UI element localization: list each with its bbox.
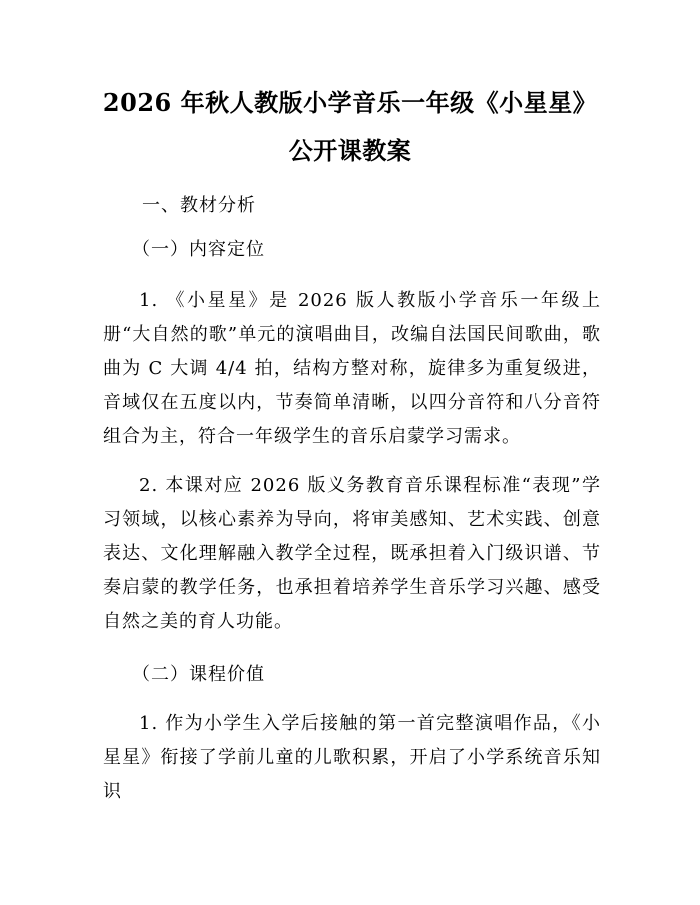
subsection-heading-content-positioning: （一）内容定位 xyxy=(132,239,265,260)
document-title-line-1: 2026 年秋人教版小学音乐一年级《小星星》 xyxy=(102,88,598,117)
paragraph-content-positioning-2: 2. 本课对应 2026 版义务教育音乐课程标准“表现”学习领域，以核心素养为导向，将审美感知、艺术实践、创意表达、文化理解融入教学全过程，既承担着入门级识谱、节奏启蒙的教学任务，也承担着培养学生音乐学习兴趣、感受自然之美的育人功能。 xyxy=(103,475,601,632)
document-title-line-2: 公开课教案 xyxy=(288,136,412,165)
paragraph-course-value-1: 1. 作为小学生入学后接触的第一首完整演唱作品，《小星星》衔接了学前儿童的儿歌积累，开启了小学系统音乐知识 xyxy=(103,713,601,802)
subsection-heading-course-value: （二）课程价值 xyxy=(132,664,265,685)
paragraph-content-positioning-1: 1. 《小星星》是 2026 版人教版小学音乐一年级上册“大自然的歌”单元的演唱曲目，改编自法国民间歌曲，歌曲为 C 大调 4/4 拍，结构方整对称，旋律多为重复级进，音域仅在五度以内，节奏简单清晰，以四分音符和八分音符组合为主，符合一年级学生的音乐启蒙学习需求。 xyxy=(103,290,601,447)
section-heading-textbook-analysis: 一、教材分析 xyxy=(142,195,256,216)
